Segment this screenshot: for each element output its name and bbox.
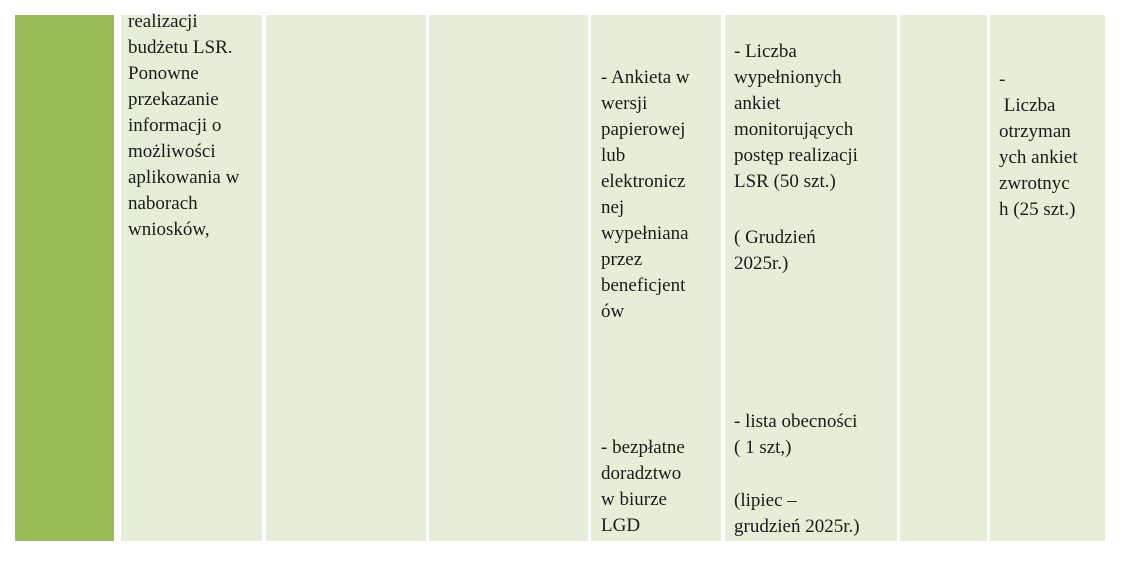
tools-survey-text: - Ankieta w wersji papierowej lub elektronicz nej wypełniana przez beneficjent ów [601, 67, 690, 322]
tools-cell [591, 15, 721, 541]
empty-cell-b [429, 15, 588, 541]
empty-cell-c [900, 15, 987, 541]
indicators-attendance-date-text: (lipiec – grudzień 2025r.) [734, 490, 860, 537]
indicators-attendance-text: - lista obecności ( 1 szt,) [734, 411, 858, 458]
tools-advisory-text: - bezpłatne doradztwo w biurze LGD [601, 437, 685, 536]
empty-cell-a [266, 15, 426, 541]
activity-description-text: realizacji budżetu LSR. Ponowne przekazanie informacji o możliwości aplikowania w naborach wniosków, [128, 11, 240, 240]
indicators-survey-date-text: ( Grudzień 2025r.) [734, 227, 816, 274]
results-text: - Liczba otrzyman ych ankiet zwrotnyc h (25 szt.) [999, 69, 1078, 220]
indicators-survey-count-text: - Liczba wypełnionych ankiet monitorujących postęp realizacji LSR (50 szt.) [734, 41, 858, 192]
indicators-cell [725, 15, 897, 541]
indicator-table [15, 11, 1105, 541]
activity-description-cell [121, 11, 262, 541]
accent-cell [15, 15, 114, 541]
results-cell [990, 15, 1105, 541]
